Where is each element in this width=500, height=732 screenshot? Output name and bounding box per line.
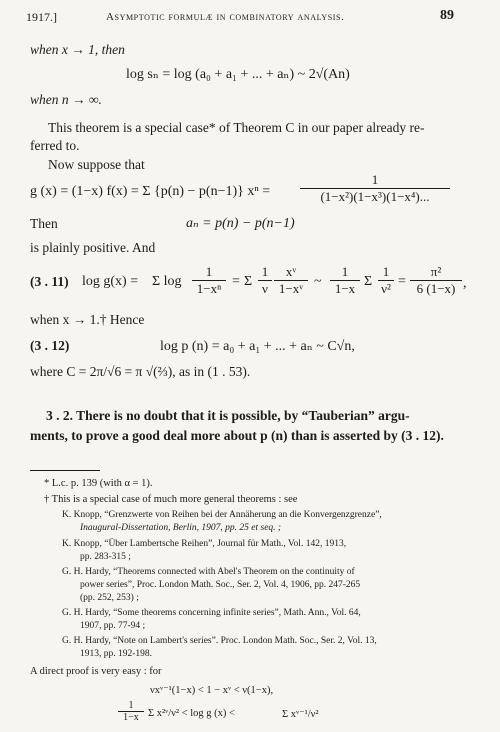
page-number: 89: [440, 8, 454, 23]
eq4-comma: ,: [463, 276, 467, 291]
eq4-fraction-6: [410, 264, 462, 297]
section-3-2-line-1: 3 . 2. There is no doubt that it is possible, by “Tauberian” argu-: [46, 408, 410, 423]
text-then: Then: [30, 216, 58, 231]
section-3-2-line-2: ments, to prove a good deal more about p (n) than is asserted by (3 . 12).: [30, 428, 444, 443]
equation-log-p-n: log p (n) = a₀ + a₁ + ... + aₙ ~ C√n,: [160, 339, 355, 354]
text-when-x-to-1-hence: when x → 1.† Hence: [30, 312, 145, 327]
fraction-denominator: 1−xⁿ: [196, 281, 222, 296]
fraction-denominator: 6 (1−x): [416, 281, 456, 296]
reference-line: power series”, Proc. London Math. Soc., Ser. 2, Vol. 4, 1906, pp. 247-265: [80, 580, 361, 590]
footnote-proof-bound-tail: Σ xᵛ⁻¹/ν²: [282, 709, 319, 720]
text-line-when-n-inf: when n → ∞.: [30, 92, 102, 107]
eq4-fraction-3: [274, 264, 308, 297]
fraction-numerator: 1: [330, 264, 360, 281]
fraction-numerator: 1: [258, 264, 272, 281]
equation-g-x-lhs: g (x) = (1−x) f(x) = Σ {p(n) − p(n−1)} xⁿ =: [30, 184, 271, 199]
eq4-fraction-2: [258, 264, 272, 297]
eq4-sum-log: Σ log: [152, 274, 182, 289]
fraction-denominator: ν: [262, 281, 268, 296]
paragraph-theorem-line-2: ferred to.: [30, 138, 80, 153]
equation-g-x-fraction: [300, 172, 450, 205]
equation-an: aₙ = p(n) − p(n−1): [186, 216, 295, 231]
fraction-numerator: 1: [118, 700, 144, 712]
fraction-numerator: 1: [300, 172, 450, 189]
fraction-denominator: 1−x: [334, 281, 356, 296]
reference-line: 1907, pp. 77-94 ;: [80, 621, 146, 631]
eq4-fraction-5: [378, 264, 394, 297]
fraction-numerator: π²: [410, 264, 462, 281]
reference-line: G. H. Hardy, “Note on Lambert's series”. Proc. London Math. Soc., Ser. 2, Vol. 13,: [62, 636, 377, 646]
fraction-numerator: xᵛ: [274, 264, 308, 281]
fraction-numerator: 1: [378, 264, 394, 281]
equation-label-3-12: (3 . 12): [30, 338, 70, 353]
footnote-proof-bound: Σ x²ᵛ/ν² < log g (x) <: [148, 708, 235, 719]
paragraph-theorem-line-1: This theorem is a special case* of Theorem C in our paper already re-: [48, 120, 425, 135]
footnote-proof-inequality: νxᵛ⁻¹(1−x) < 1 − xᵛ < ν(1−x),: [150, 685, 274, 696]
running-title: Asymptotic formulæ in combinatory analysis.: [106, 11, 345, 23]
eq4-equals-2: =: [398, 274, 406, 289]
footnote-proof-intro: A direct proof is very easy : for: [30, 666, 162, 677]
text-line-when-x-to-1: when x → 1, then: [30, 42, 125, 57]
proof-fraction: [118, 700, 144, 723]
fraction-denominator: ν²: [381, 281, 391, 296]
reference-line: (pp. 252, 253) ;: [80, 593, 139, 603]
text-where-C: where C = 2π/√6 = π √(⅔), as in (1 . 53).: [30, 364, 251, 379]
reference-line: K. Knopp, “Über Lambertsche Reihen”, Journal für Math., Vol. 142, 1913,: [62, 539, 347, 549]
equation-label-3-11: (3 . 11): [30, 274, 69, 289]
reference-line: Inaugural-Dissertation, Berlin, 1907, pp. 25 et seq. ;: [80, 523, 282, 533]
footnote-divider: [30, 470, 100, 471]
text-plainly-positive: is plainly positive. And: [30, 240, 156, 255]
eq4-sum-2: Σ: [244, 274, 253, 289]
fraction-numerator: 1: [192, 264, 226, 281]
footnote-1: * L.c. p. 139 (with α = 1).: [44, 478, 153, 489]
fraction-denominator: 1−x: [123, 712, 139, 723]
reference-line: K. Knopp, “Grenzwerte von Reihen bei der Annäherung an die Konvergenzgrenze”,: [62, 510, 382, 520]
eq4-sim: ~: [314, 274, 322, 289]
reference-line: 1913, pp. 192-198.: [80, 649, 153, 659]
fraction-denominator: (1−x²)(1−x³)(1−x⁴)...: [320, 189, 430, 204]
header-year: 1917.]: [26, 10, 57, 24]
paragraph-suppose: Now suppose that: [48, 157, 145, 172]
eq4-fraction-1: [192, 264, 226, 297]
reference-line: G. H. Hardy, “Some theorems concerning infinite series”, Math. Ann., Vol. 64,: [62, 608, 361, 618]
eq4-log-g: log g(x) =: [82, 274, 139, 289]
reference-line: pp. 283-315 ;: [80, 552, 131, 562]
eq4-equals: =: [232, 274, 240, 289]
equation-log-sn: log sₙ = log (a₀ + a₁ + ... + aₙ) ~ 2√(An): [126, 67, 350, 82]
fraction-denominator: 1−xᵛ: [278, 281, 304, 296]
footnote-2: † This is a special case of much more general theorems : see: [44, 494, 298, 505]
eq4-sum-3: Σ: [364, 274, 373, 289]
reference-line: G. H. Hardy, “Theorems connected with Abel's Theorem on the continuity of: [62, 567, 355, 577]
eq4-fraction-4: [330, 264, 360, 297]
